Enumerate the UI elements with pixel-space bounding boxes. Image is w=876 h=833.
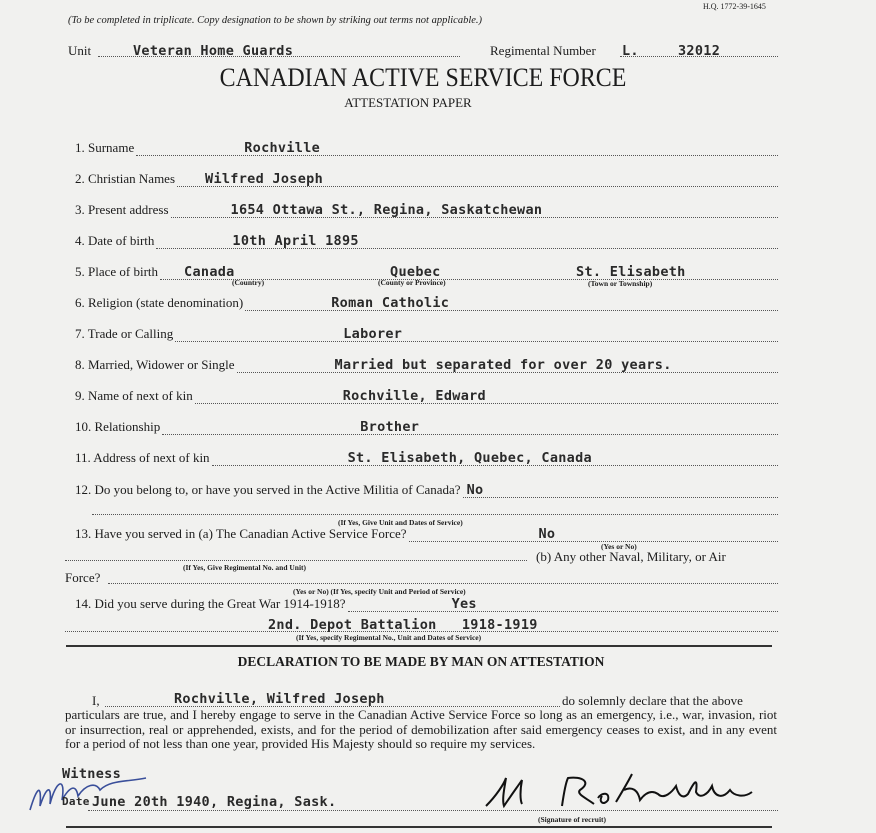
casf-detail-line [65,560,527,561]
field-value: No [466,482,484,498]
field-label: 8. Married, Widower or Single [75,357,235,372]
page-title: CANADIAN ACTIVE SERVICE FORCE [219,63,627,92]
note-country: (Country) [232,278,265,287]
note-province: (County or Province) [378,278,446,287]
bottom-divider [66,826,772,828]
birth-town: St. Elisabeth [576,264,686,280]
regimental-number-label: Regimental Number [490,43,596,58]
note-town: (Town or Township) [588,279,653,288]
field-relationship [75,417,778,435]
part-b-force-label: Force? [65,570,101,585]
note-regimental-unit: (If Yes, Give Regimental No. and Unit) [183,563,307,572]
field-label: 14. Did you serve during the Great War 1914-1918? [75,596,346,611]
declaration-text: particulars are true, and I hereby engage to serve in the Canadian Active Service Force so long as an emergency, i.e., war, invasion, riot or insurrection, real or apprehended, exists, and for the period of demobilization after said emergency ceases to exist, and in any event for a period of not less than one year, provided His Majesty should so require my services. [65,707,777,751]
note-force: (Yes or No) (If Yes, specify Unit and Period of Service) [293,587,466,596]
signature-note: (Signature of recruit) [538,815,607,824]
field-label: 13. Have you served in (a) The Canadian Active Service Force? [75,526,407,541]
field-value: Roman Catholic [331,295,450,311]
page-subtitle: ATTESTATION PAPER [344,95,472,110]
field-label: 12. Do you belong to, or have you served in the Active Militia of Canada? [75,482,461,497]
field-value: 1654 Ottawa St., Regina, Saskatchewan [230,202,543,218]
field-label: 3. Present address [75,202,169,217]
date-value: June 20th 1940, Regina, Sask. [92,794,337,810]
birth-province: Quebec [390,264,441,280]
part-b-label: (b) Any other Naval, Military, or Air [536,549,726,564]
field-label: 7. Trade or Calling [75,326,174,341]
field-value: Rochville, Edward [342,388,486,404]
field-value: Rochville [244,140,321,156]
field-value: Wilfred Joseph [205,171,324,187]
section-divider [66,645,772,647]
field-date-of-birth [75,231,778,249]
field-religion [75,293,778,311]
field-active-militia [75,480,778,498]
field-label: 1. Surname [75,140,135,155]
declaration-text-first: do solemnly declare that the above [562,693,743,708]
unit-value: Veteran Home Guards [133,43,294,59]
field-label: 5. Place of birth [75,264,159,279]
field-label: 11. Address of next of kin [75,450,210,465]
field-label: 9. Name of next of kin [75,388,193,403]
field-casf-service [75,524,778,542]
field-kin-address [75,448,778,466]
field-value: No [538,526,556,542]
field-value: St. Elisabeth, Quebec, Canada [347,450,592,466]
note-yes-no: (Yes or No) [601,542,637,551]
militia-detail-line [92,514,778,515]
field-value: Yes [451,596,477,612]
declaration-prefix: I, [92,693,100,708]
birth-country: Canada [184,264,235,280]
field-label: 4. Date of birth [75,233,155,248]
field-next-of-kin [75,386,778,404]
instruction: (To be completed in triplicate. Copy designation to be shown by striking out terms not applicable.) [68,15,483,26]
form-number: H.Q. 1772-39-1645 [703,2,766,11]
date-label: Date [62,795,90,808]
field-trade [75,324,778,342]
field-value: Brother [360,419,420,435]
note-militia: (If Yes, Give Unit and Dates of Service) [338,518,463,527]
regimental-number: 32012 [678,43,721,59]
field-surname [75,138,778,156]
field-value: 10th April 1895 [232,233,359,249]
field-christian-names [75,169,778,187]
field-value: Married but separated for over 20 years. [334,357,672,373]
field-present-address [75,200,778,218]
declaration-name: Rochville, Wilfred Joseph [174,691,385,707]
declaration-heading: DECLARATION TO BE MADE BY MAN ON ATTESTATION [237,654,605,669]
regimental-prefix: L. [622,43,639,59]
field-marital-status [75,355,778,373]
unit-label: Unit [68,43,92,58]
note-great-war: (If Yes, specify Regimental No., Unit and Dates of Service) [296,633,482,642]
force-detail-line [108,583,778,584]
field-great-war [75,594,778,612]
field-label: 2. Christian Names [75,171,176,186]
field-label: 6. Religion (state denomination) [75,295,244,310]
field-label: 10. Relationship [75,419,161,434]
great-war-detail: 2nd. Depot Battalion 1918-1919 [268,617,538,633]
witness-label: Witness [62,766,121,782]
recruit-signature-icon [482,772,782,812]
field-value: Laborer [343,326,403,342]
